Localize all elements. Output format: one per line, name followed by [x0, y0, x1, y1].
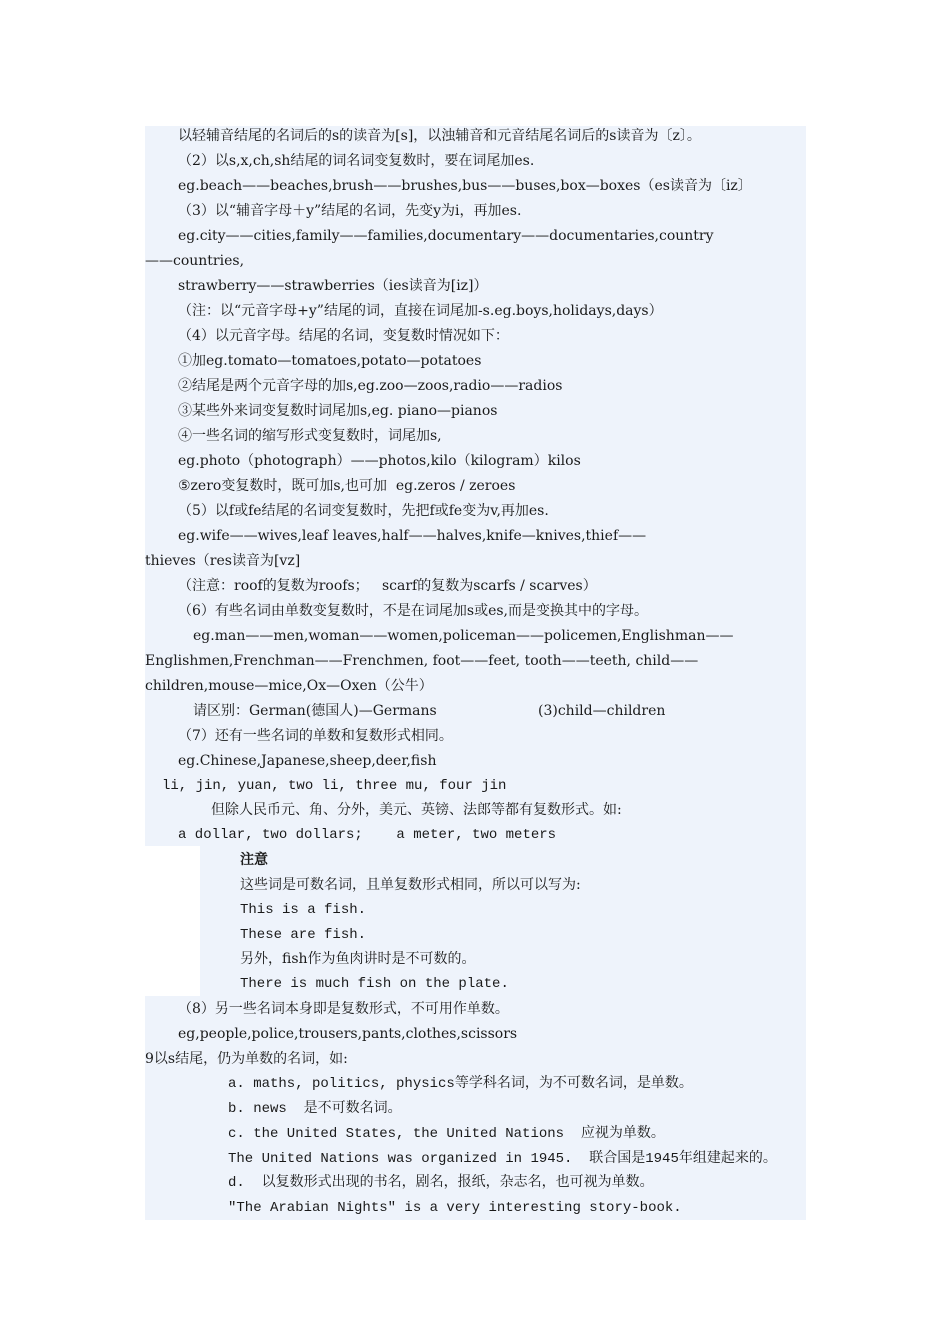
text-line: 但除人民币元、角、分外，美元、英镑、法郎等都有复数形式。如: [211, 802, 622, 818]
text-line: (3)child—children [538, 703, 666, 719]
text-line: （3）以“辅音字母＋y”结尾的名词，先变y为i，再加es. [178, 203, 522, 219]
text-line: strawberry——strawberries（ies读音为[iz]） [178, 278, 488, 294]
text-line: eg.man——men,woman——women,policeman——policemen,Englishman—— [193, 628, 734, 644]
text-line: （注意：roof的复数为roofs； scarf的复数为scarfs / scarves） [178, 578, 597, 594]
text-line: （2）以s,x,ch,sh结尾的词名词变复数时，要在词尾加es. [178, 153, 535, 169]
text-line: eg.city——cities,family——families,documentary——documentaries,country [178, 228, 714, 244]
text-line: This is a fish. [240, 902, 367, 918]
text-line: eg,people,police,trousers,pants,clothes,scissors [178, 1026, 518, 1042]
text-line: （5）以f或fe结尾的名词变复数时，先把f或fe变为v,再加es. [178, 503, 549, 519]
text-line: （8）另一些名词本身即是复数形式，不可用作单数。 [178, 1001, 509, 1017]
text-line: eg.wife——wives,leaf leaves,half——halves,knife—knives,thief—— [178, 528, 647, 544]
text-line: li, jin, yuan, two li, three mu, four jin [162, 778, 507, 794]
text-line: thieves（res读音为[vz] [145, 553, 301, 569]
text-line: children,mouse—mice,Ox—Oxen（公牛） [145, 678, 433, 694]
text-line: （7）还有一些名词的单数和复数形式相同。 [178, 728, 453, 744]
text-line: c. the United States, the United Nations 应视为单数。 [228, 1126, 665, 1142]
text-line: b. news 是不可数名词。 [228, 1101, 402, 1117]
text-line: These are fish. [240, 927, 367, 943]
text-line: （4）以元音字母。结尾的名词，变复数时情况如下： [178, 328, 509, 344]
text-line: 请区别：German(德国人)—Germans [193, 703, 437, 719]
text-line: eg.Chinese,Japanese,sheep,deer,fish [178, 753, 437, 769]
text-line: "The Arabian Nights" is a very interesting story-book. [228, 1200, 682, 1216]
text-line: eg.photo（photograph）——photos,kilo（kilogram）kilos [178, 453, 581, 469]
text-line: a dollar, two dollars; a meter, two meters [178, 827, 557, 843]
text-line: 以轻辅音结尾的名词后的s的读音为[s]，以浊辅音和元音结尾名词后的s读音为〔z〕。 [178, 128, 701, 144]
text-line: ④一些名词的缩写形式变复数时，词尾加s, [178, 428, 442, 444]
text-line: eg.beach——beaches,brush——brushes,bus——buses,box—boxes（es读音为〔iz〕 [178, 178, 752, 194]
text-line: Englishmen,Frenchman——Frenchmen, foot——feet, tooth——teeth, child—— [145, 653, 699, 669]
text-line: a. maths, politics, physics等学科名词，为不可数名词，是单数。 [228, 1076, 693, 1092]
text-line: The United Nations was organized in 1945. 联合国是1945年组建起来的。 [228, 1151, 777, 1167]
text-line: There is much fish on the plate. [240, 976, 509, 992]
text-line: （注：以“元音字母+y”结尾的词，直接在词尾加-s.eg.boys,holidays,days） [178, 303, 663, 319]
text-line: d. 以复数形式出现的书名，剧名，报纸，杂志名，也可视为单数。 [228, 1175, 654, 1191]
note-heading: 注意 [240, 852, 268, 868]
text-line: 9以s结尾，仍为单数的名词，如: [145, 1051, 348, 1067]
text-line: 这些词是可数名词，且单复数形式相同，所以可以写为: [240, 877, 581, 893]
text-line: ——countries, [145, 253, 245, 269]
text-line: ①加eg.tomato—tomatoes,potato—potatoes [178, 353, 482, 369]
text-line: ⑤zero变复数时，既可加s,也可加 eg.zeros / zeroes [178, 478, 516, 494]
text-line: ②结尾是两个元音字母的加s,eg.zoo—zoos,radio——radios [178, 378, 563, 394]
text-line: ③某些外来词变复数时词尾加s,eg. piano—pianos [178, 403, 498, 419]
text-line: （6）有些名词由单数变复数时，不是在词尾加s或es,而是变换其中的字母。 [178, 603, 649, 619]
text-line: 另外，fish作为鱼肉讲时是不可数的。 [240, 951, 476, 967]
